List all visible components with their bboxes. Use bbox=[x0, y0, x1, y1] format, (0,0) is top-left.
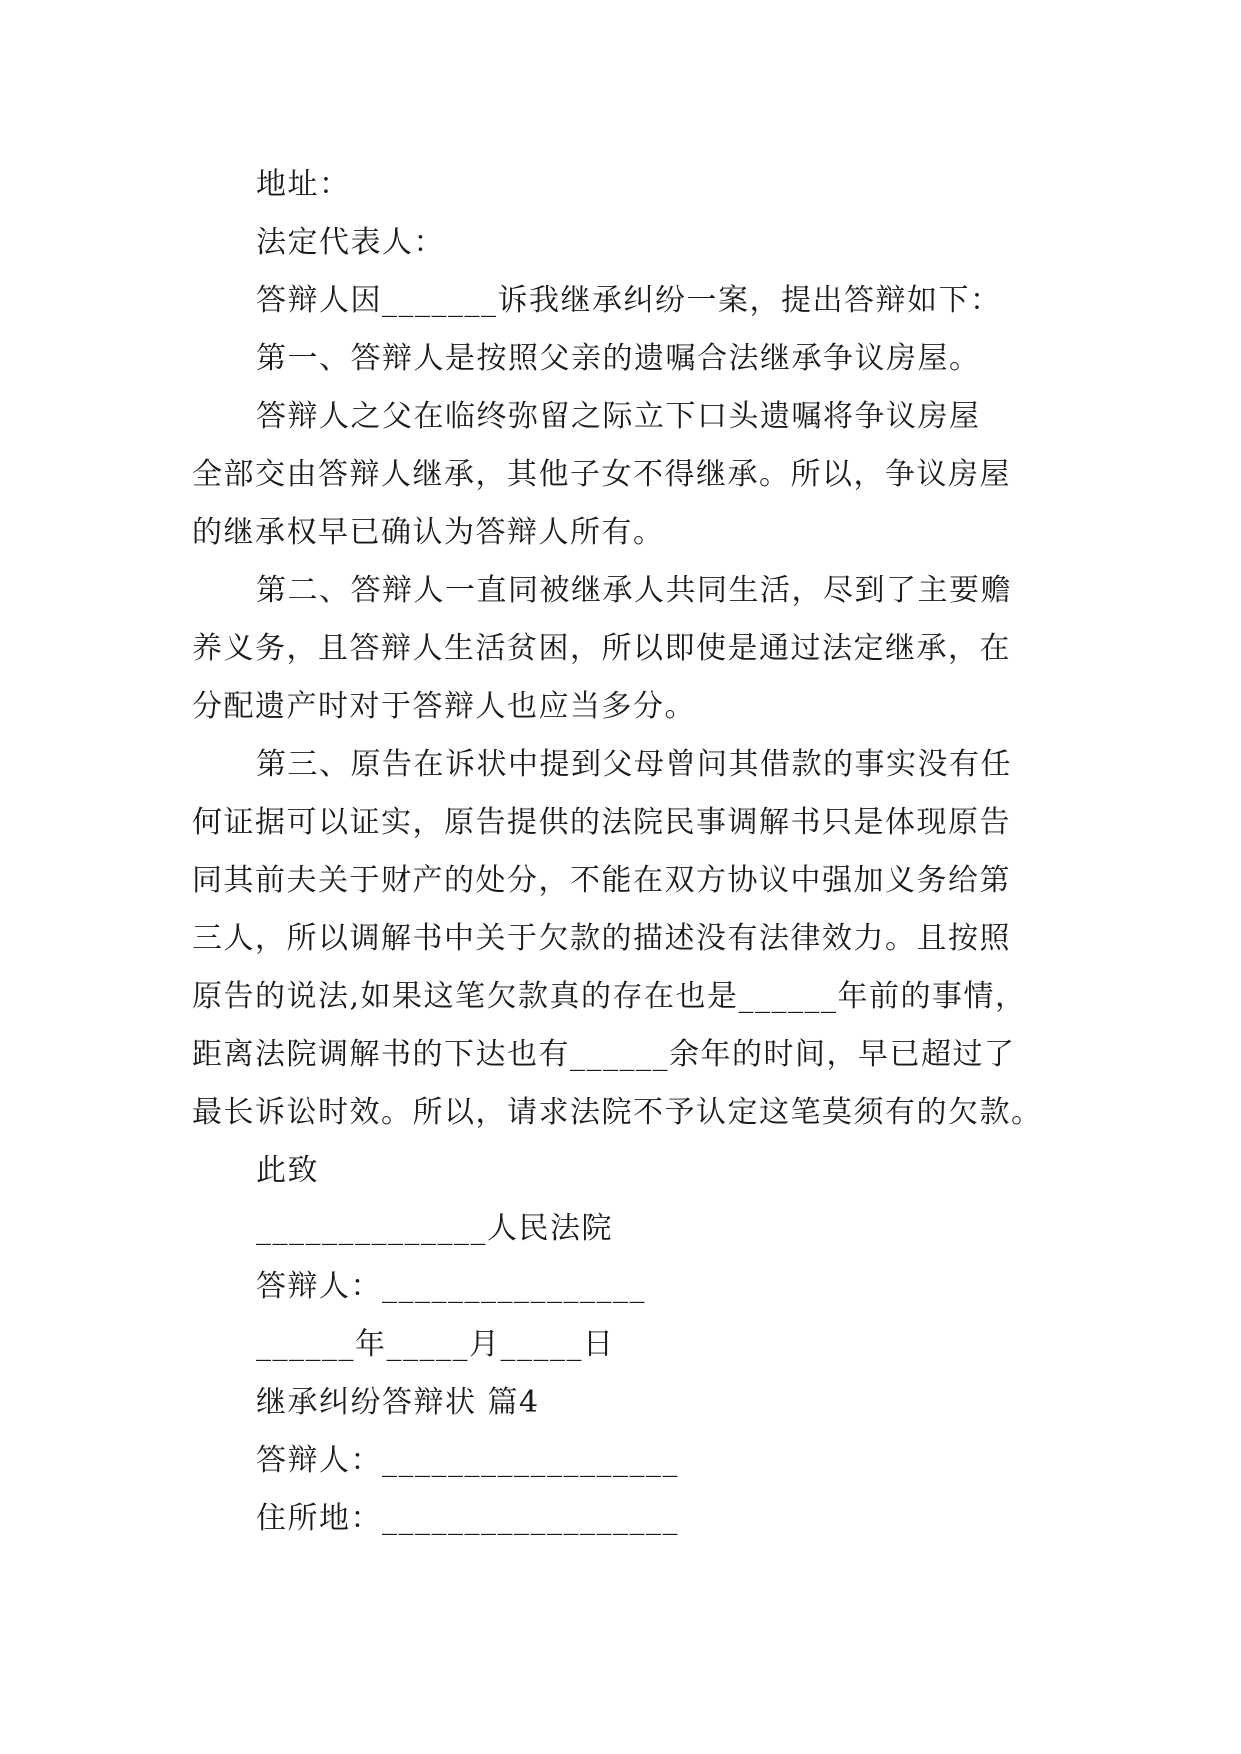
intro-paragraph: 答辩人因_______诉我继承纠纷一案，提出答辩如下： bbox=[256, 283, 1002, 318]
respondent-signature-line: 答辩人：________________ bbox=[256, 1269, 646, 1304]
paragraph-line: 同其前夫关于财产的处分，不能在双方协议中强加义务给第 bbox=[192, 863, 1011, 898]
paragraph-line: 全部交由答辩人继承，其他子女不得继承。所以，争议房屋 bbox=[192, 457, 1011, 492]
paragraph-line: 最长诉讼时效。所以，请求法院不予认定这笔莫须有的欠款。 bbox=[192, 1095, 1043, 1130]
paragraph-line: 原告的说法,如果这笔欠款真的存在也是______年前的事情， bbox=[192, 979, 1027, 1014]
paragraph-line: 答辩人之父在临终弥留之际立下口头遗嘱将争议房屋 bbox=[256, 399, 981, 434]
paragraph-line: 养义务，且答辩人生活贫困，所以即使是通过法定继承，在 bbox=[192, 631, 1011, 666]
residence-field-line: 住所地：__________________ bbox=[256, 1501, 679, 1536]
legal-representative-line: 法定代表人： bbox=[256, 225, 445, 260]
salutation: 此致 bbox=[256, 1153, 319, 1188]
address-line: 地址： bbox=[256, 167, 351, 202]
section-title: 继承纠纷答辩状 篇4 bbox=[256, 1385, 540, 1420]
respondent-field-line: 答辩人：__________________ bbox=[256, 1443, 679, 1478]
court-name-line: ______________人民法院 bbox=[256, 1211, 613, 1246]
paragraph-line: 何证据可以证实，原告提供的法院民事调解书只是体现原告 bbox=[192, 805, 1011, 840]
point-one-heading: 第一、答辩人是按照父亲的遗嘱合法继承争议房屋。 bbox=[256, 341, 981, 376]
date-line: ______年_____月_____日 bbox=[256, 1327, 615, 1362]
paragraph-line: 分配遗产时对于答辩人也应当多分。 bbox=[192, 689, 696, 724]
point-three-line: 第三、原告在诉状中提到父母曾问其借款的事实没有任 bbox=[256, 747, 1012, 782]
paragraph-line: 三人，所以调解书中关于欠款的描述没有法律效力。且按照 bbox=[192, 921, 1011, 956]
paragraph-line: 的继承权早已确认为答辩人所有。 bbox=[192, 515, 665, 550]
paragraph-line: 距离法院调解书的下达也有______余年的时间，早已超过了 bbox=[192, 1037, 1016, 1072]
point-two-line: 第二、答辩人一直同被继承人共同生活，尽到了主要赡 bbox=[256, 573, 1012, 608]
